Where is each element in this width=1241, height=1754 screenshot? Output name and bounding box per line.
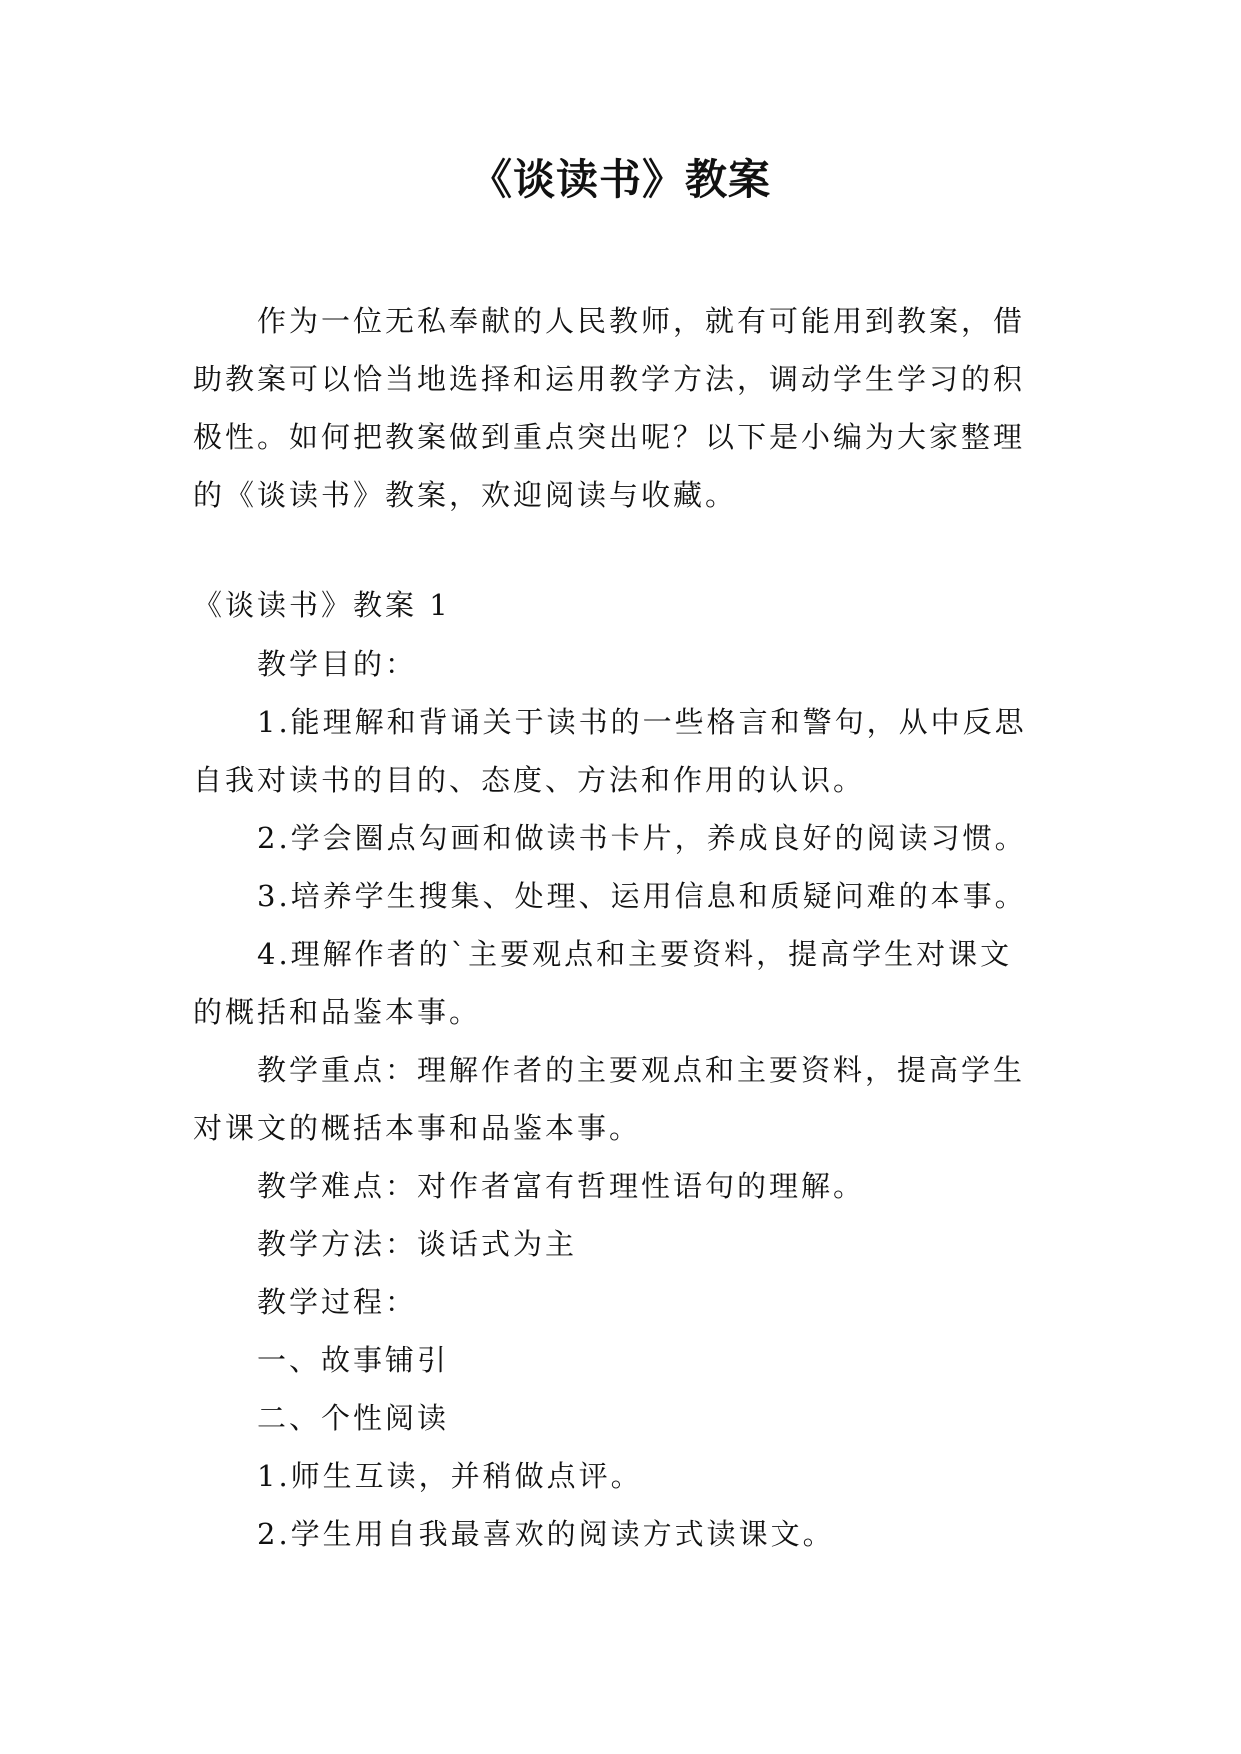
document-title: 《谈读书》教案	[469, 155, 771, 204]
body-line: 2.学生用自我最喜欢的阅读方式读课文。	[257, 1517, 835, 1551]
body-line: 教学过程：	[257, 1285, 418, 1319]
body-line: 1.能理解和背诵关于读书的一些格言和警句，从中反思	[257, 705, 1027, 739]
body-line: 教学目的：	[257, 647, 418, 681]
intro-line: 极性。如何把教案做到重点突出呢？以下是小编为大家整理	[193, 420, 1026, 454]
body-line: 1.师生互读，并稍做点评。	[257, 1459, 643, 1493]
intro-line: 的《谈读书》教案，欢迎阅读与收藏。	[193, 478, 738, 512]
body-line: 教学方法：谈话式为主	[257, 1227, 578, 1261]
body-line: 二、个性阅读	[257, 1401, 450, 1435]
body-line: 教学重点：理解作者的主要观点和主要资料，提高学生	[257, 1053, 1026, 1087]
intro-line: 助教案可以恰当地选择和运用教学方法，调动学生学习的积	[193, 362, 1026, 396]
body-line: 3.培养学生搜集、处理、运用信息和质疑问难的本事。	[257, 879, 1027, 913]
intro-line: 作为一位无私奉献的人民教师，就有可能用到教案，借	[257, 304, 1026, 338]
body-line: 的概括和品鉴本事。	[193, 995, 482, 1029]
body-line: 4.理解作者的`主要观点和主要资料，提高学生对课文	[257, 937, 1013, 971]
body-line: 自我对读书的目的、态度、方法和作用的认识。	[193, 763, 866, 797]
body-line: 一、故事铺引	[257, 1343, 450, 1377]
body-line: 教学难点：对作者富有哲理性语句的理解。	[257, 1169, 866, 1203]
body-line: 2.学会圈点勾画和做读书卡片，养成良好的阅读习惯。	[257, 821, 1027, 855]
section-heading: 《谈读书》教案 1	[193, 588, 451, 622]
intro-paragraph	[193, 292, 1063, 524]
body-line: 对课文的概括本事和品鉴本事。	[193, 1111, 642, 1145]
